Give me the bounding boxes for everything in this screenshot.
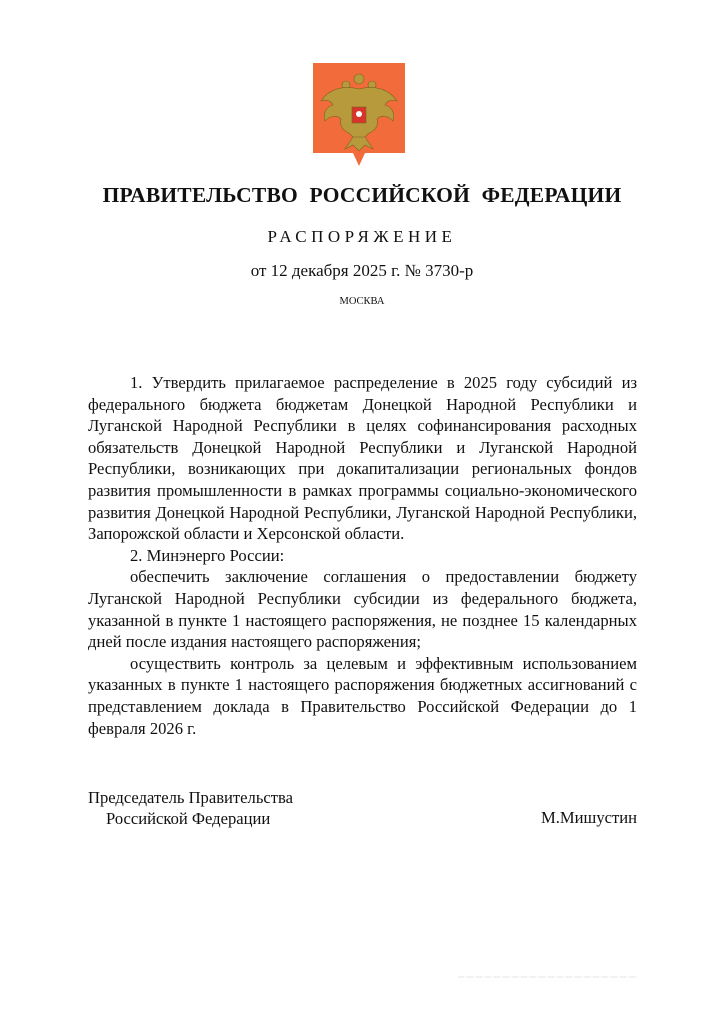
document-date-number: от 12 декабря 2025 г. № 3730-р [250,261,474,280]
signatory-position-line2: Российской Федерации [106,809,271,828]
coat-of-arms-icon [313,63,405,166]
signatory-position-line1: Председатель Правительства [88,788,293,807]
signatory-position [88,787,293,829]
paragraph-2-item-2: осуществить контроль за целевым и эффективным использованием указанных в пункте 1 настоящего распоряжения бюджетных ассигнований с представлением доклада в Правительство Российской Федерации до 1 февраля 2026 г. [88,653,637,738]
paragraph-2-item-1: обеспечить заключение соглашения о предоставлении бюджету Луганской Народной Республики субсидии из федерального бюджета, указанной в пункте 1 настоящего распоряжения, не позднее 15 календарных дней после издания настоящего распоряжения; [88,567,637,652]
government-title: ПРАВИТЕЛЬСТВО РОССИЙСКОЙ ФЕДЕРАЦИИ [102,183,622,207]
paragraph-2: 2. Минэнерго России: [130,545,285,565]
document-city: МОСКВА [339,296,385,307]
document-type: РАСПОРЯЖЕНИЕ [267,227,457,246]
signatory-name: М.Мишустин [541,808,637,827]
document-body [88,372,637,739]
faint-footer-mark [458,976,638,978]
paragraph-1: 1. Утвердить прилагаемое распределение в 2025 году субсидий из федерального бюджета бюджетам Донецкой Народной Республики и Луганской Народной Республики в целях софинансирования расходных обязательств Донецкой Народной Республики и Луганской Народной Республики, возникающих при докапитализации региональных фондов развития промышленности в рамках программы социально-экономического развития Донецкой Народной Республики, Луганской Народной Республики, Запорожской области и Херсонской области. [88,373,637,544]
